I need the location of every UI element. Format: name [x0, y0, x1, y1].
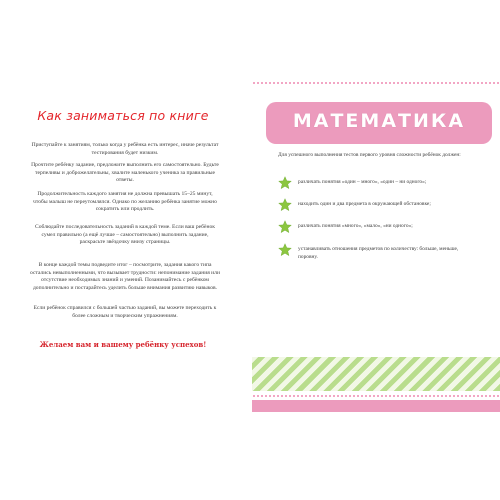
right-page [252, 0, 500, 500]
requirement-item [278, 198, 488, 220]
green-star-icon [278, 198, 292, 212]
striped-decoration [252, 357, 500, 391]
dotted-divider-top [252, 82, 500, 84]
green-star-icon [278, 220, 292, 234]
requirement-text: устанавливать отношения предметов по количеству: больше, меньше, поровну. [298, 246, 459, 260]
requirement-text: различать понятия «много», «мало», «ни одного»; [298, 223, 413, 229]
paragraph-4: Соблюдайте последовательность заданий в каждой теме. Если ваш ребёнок сумел правильно (а ещё лучше – самостоятельно) выполнить задание, раскрасьте звёздочку внизу страницы. [35, 224, 215, 246]
requirement-item [278, 243, 488, 265]
paragraph-6: Если ребёнок справился с большей частью заданий, вы можете переходить к более сложным и творческим упражнениям. [33, 305, 217, 319]
paragraph-2: Прочтите ребёнку задание, предложите выполнить его самостоятельно. Будьте терпеливы и доброжелательны, хвалите маленького ученика за правильные ответы. [31, 162, 219, 184]
how-to-title: Как заниматься по книге [37, 108, 209, 123]
math-title: МАТЕМАТИКА [292, 110, 466, 132]
requirement-text: различать понятия «один – много», «один – ни одного»; [298, 179, 427, 185]
requirement-text: находить один и два предмета в окружающей обстановке; [298, 201, 431, 207]
paragraph-3: Продолжительность каждого занятия не должна превышать 15–25 минут, чтобы малыш не переутомлялся. Однако по желанию ребёнка занятие можно сократить или продлить. [33, 191, 217, 213]
intro-text: Для успешного выполнения тестов первого уровня сложности ребёнок должен: [278, 152, 461, 158]
requirement-item [278, 176, 488, 198]
dotted-divider-bottom [252, 395, 500, 397]
requirement-item [278, 220, 488, 242]
paragraph-1: Приступайте к занятиям, только когда у ребёнка есть интерес, иначе результат тестирования будет низким. [31, 142, 219, 156]
pink-band [252, 400, 500, 412]
closing-wish: Желаем вам и вашему ребёнку успехов! [39, 340, 207, 349]
green-star-icon [278, 243, 292, 257]
left-page [0, 0, 246, 500]
math-banner [266, 102, 492, 144]
paragraph-5: В конце каждой темы подведите итог – посмотрите, задания какого типа остались невыполненными, что вызывает трудности: непонимание задания или отсутствие необходимых знаний и умений. Позанимайтесь с ребёнком дополнительно и постарайтесь уделить больше внимания развитию навыков. [30, 262, 220, 292]
green-star-icon [278, 176, 292, 190]
